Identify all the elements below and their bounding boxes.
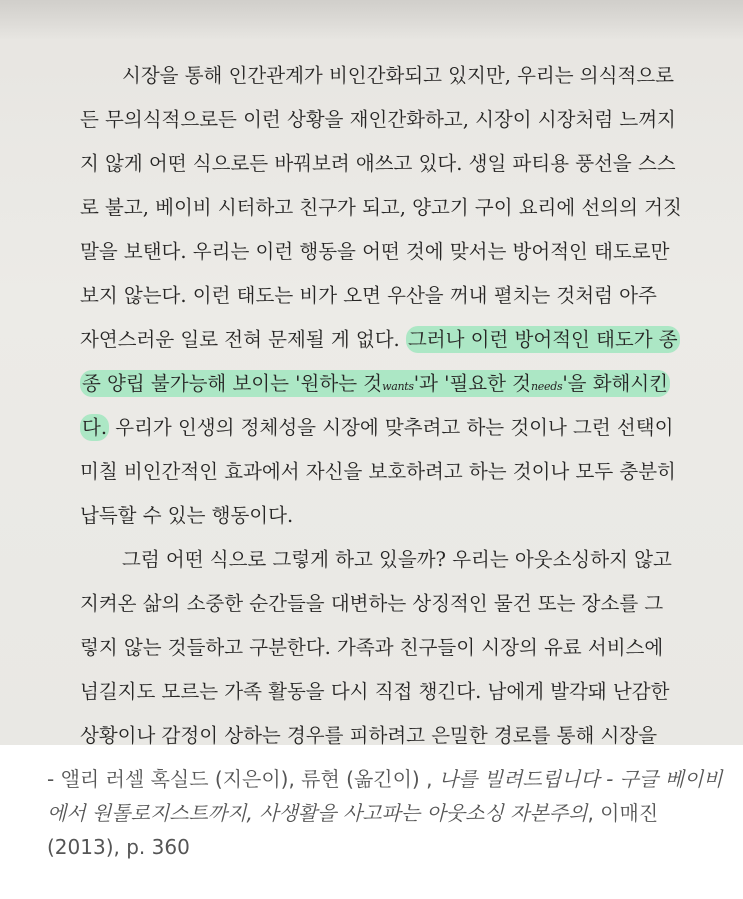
subscript-needs: needs bbox=[531, 380, 563, 393]
subscript-wants: wants bbox=[382, 380, 414, 393]
text-line: 그럼 어떤 식으로 그렇게 하고 있을까? 우리는 아웃소싱하지 않고 bbox=[122, 548, 672, 571]
citation-caption bbox=[47, 762, 727, 864]
highlighted-text: 그러나 이런 방어적인 태도가 종 bbox=[407, 328, 678, 351]
text-line: 든 무의식적으로든 이런 상황을 재인간화하고, 시장이 시장처럼 느껴지 bbox=[80, 108, 676, 131]
text-line: 보지 않는다. 이런 태도는 비가 오면 우산을 꺼내 펼치는 것처럼 아주 bbox=[80, 284, 657, 307]
text-line bbox=[80, 322, 680, 366]
text-line: 넘길지도 모르는 가족 활동을 다시 직접 챙긴다. 남에게 발각돼 난감한 bbox=[80, 680, 670, 703]
citation-publisher: , 이매진 (2013), p. 360 bbox=[47, 801, 659, 859]
highlighted-text bbox=[80, 370, 670, 397]
text-segment: '과 '필요한 것 bbox=[413, 372, 532, 395]
text-line: 말을 보탠다. 우리는 이런 행동을 어떤 것에 맞서는 방어적인 태도로만 bbox=[80, 240, 670, 263]
text-segment: 자연스러운 일로 전혀 문제될 게 없다. bbox=[80, 328, 406, 351]
text-segment: 종 양립 불가능해 보이는 '원하는 것 bbox=[82, 372, 383, 395]
text-segment: 우리가 인생의 정체성을 시장에 맞추려고 하는 것이나 그런 선택이 bbox=[109, 416, 674, 439]
text-line: 납득할 수 있는 행동이다. bbox=[80, 504, 294, 527]
text-line bbox=[80, 366, 670, 410]
text-line: 지켜온 삶의 소중한 순간들을 대변하는 상징적인 물건 또는 장소를 그 bbox=[80, 592, 664, 615]
text-line bbox=[80, 410, 673, 454]
text-line: 상황이나 감정이 상하는 경우를 피하려고 은밀한 경로를 통해 시장을 bbox=[80, 724, 658, 745]
text-line: 미칠 비인간적인 효과에서 자신을 보호하려고 하는 것이나 모두 충분히 bbox=[80, 460, 676, 483]
text-segment: '을 화해시킨 bbox=[562, 372, 669, 395]
text-line: 시장을 통해 인간관계가 비인간화되고 있지만, 우리는 의식적으로 bbox=[122, 64, 674, 87]
text-line: 렇지 않는 것들하고 구분한다. 가족과 친구들이 시장의 유료 서비스에 bbox=[80, 636, 664, 659]
citation-authors: - 앨리 러셀 혹실드 (지은이), 류현 (옮긴이) , bbox=[47, 767, 439, 791]
previous-line-bleed bbox=[0, 0, 743, 40]
text-line: 지 않게 어떤 식으로든 바꿔보려 애쓰고 있다. 생일 파티용 풍선을 스스 bbox=[80, 152, 676, 175]
citation-book-title: 나를 빌려드립니다 - 구글 베이비에서 원톨로지스트까지, 사생활을 사고파는 아웃소싱 자본주의 bbox=[47, 767, 723, 825]
highlighted-text: 다. bbox=[82, 416, 108, 439]
text-line: 로 불고, 베이비 시터하고 친구가 되고, 양고기 구이 요리에 선의의 거짓 bbox=[80, 196, 682, 219]
